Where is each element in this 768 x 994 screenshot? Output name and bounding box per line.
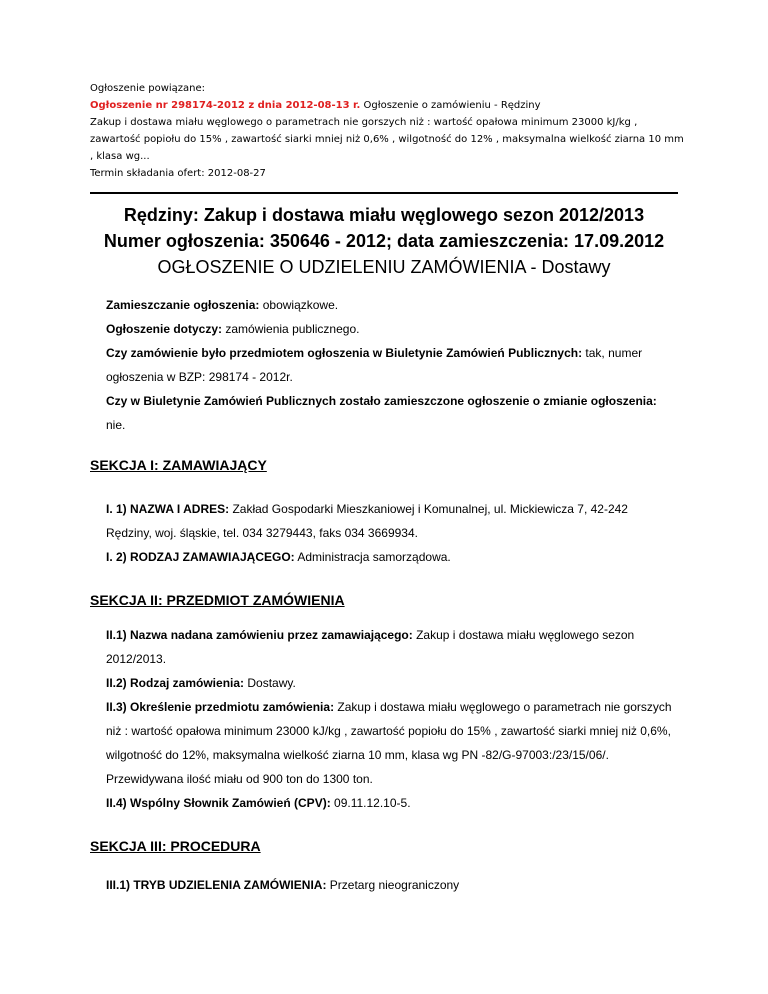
- related-deadline: Termin składania ofert: 2012-08-27: [90, 168, 266, 179]
- notice-type: OGŁOSZENIE O UDZIELENIU ZAMÓWIENIA - Dostawy: [157, 257, 611, 277]
- section1-block: [106, 497, 676, 569]
- intro-label: Ogłoszenie dotyczy:: [106, 322, 223, 336]
- intro-value: zamówienia publicznego.: [222, 322, 360, 336]
- section-item: [106, 671, 676, 695]
- item-value: Przetarg nieograniczony: [326, 878, 460, 892]
- item-label: II.3) Określenie przedmiotu zamówienia:: [106, 700, 335, 714]
- item-label: II.2) Rodzaj zamówienia:: [106, 676, 245, 690]
- section2-block: [106, 623, 676, 815]
- section-item: [106, 791, 676, 815]
- related-notice-suffix: Ogłoszenie o zamówieniu - Rędziny: [360, 100, 541, 111]
- intro-block: [106, 293, 676, 437]
- intro-label: Zamieszczanie ogłoszenia:: [106, 298, 260, 312]
- intro-value: tak, numer ogłoszenia w BZP: 298174 - 2012r.: [106, 346, 643, 384]
- divider: [90, 192, 678, 194]
- section-heading-1: SEKCJA I: ZAMAWIAJĄCY: [90, 457, 267, 473]
- related-notice-link[interactable]: Ogłoszenie nr 298174-2012 z dnia 2012-08-13 r.: [90, 100, 361, 111]
- intro-item: [106, 317, 676, 341]
- related-line: [90, 97, 690, 114]
- related-description: Zakup i dostawa miału węglowego o parametrach nie gorszych niż : wartość opałowa minimum 23000 kJ/kg , zawartość popiołu do 15% , zawartość siarki mniej niż 0,6% , wilgotność do 12% , maksymalna wielkość ziarna 10 mm , klasa wg...: [90, 117, 684, 162]
- item-label: III.1) TRYB UDZIELENIA ZAMÓWIENIA:: [106, 878, 327, 892]
- related-notice: [90, 80, 690, 182]
- intro-item: [106, 341, 676, 389]
- section-item: [106, 695, 676, 791]
- item-label: I. 1) NAZWA I ADRES:: [106, 502, 230, 516]
- intro-item: [106, 293, 676, 317]
- item-value: Zakup i dostawa miału węglowego sezon 2012/2013.: [106, 628, 635, 666]
- intro-item: [106, 389, 676, 437]
- item-value: Dostawy.: [244, 676, 296, 690]
- section-item: [106, 545, 676, 569]
- page-title: Rędziny: Zakup i dostawa miału węglowego sezon 2012/2013: [123, 205, 645, 225]
- intro-value: nie.: [106, 418, 126, 432]
- section-item: [106, 623, 676, 671]
- notice-number: Numer ogłoszenia: 350646 - 2012; data zamieszczenia: 17.09.2012: [103, 231, 665, 251]
- intro-value: obowiązkowe.: [259, 298, 339, 312]
- item-label: I. 2) RODZAJ ZAMAWIAJĄCEGO:: [106, 550, 295, 564]
- item-value: Zakup i dostawa miału węglowego o parametrach nie gorszych niż : wartość opałowa minimum 23000 kJ/kg , zawartość popiołu do 15% , zawartość siarki mniej niż 0,6%, wilgotność do 12%, maksymalna wielkość ziarna 10 mm, klasa wg PN -82/G-97003:/23/15/06/. Przewidywana ilość miału od 900 ton do 1300 ton.: [106, 700, 672, 786]
- item-value: Zakład Gospodarki Mieszkaniowej i Komunalnej, ul. Mickiewicza 7, 42-242 Rędziny, woj. śląskie, tel. 034 3279443, faks 034 3669934.: [106, 502, 628, 540]
- section-heading-3: SEKCJA III: PROCEDURA: [90, 838, 261, 854]
- section3-block: [106, 873, 676, 897]
- related-heading: Ogłoszenie powiązane:: [90, 83, 206, 94]
- item-value: Administracja samorządowa.: [294, 550, 451, 564]
- intro-label: Czy zamówienie było przedmiotem ogłoszenia w Biuletynie Zamówień Publicznych:: [106, 346, 583, 360]
- intro-label: Czy w Biuletynie Zamówień Publicznych zostało zamieszczone ogłoszenie o zmianie ogłoszenia:: [106, 394, 657, 408]
- notice-titles: [90, 202, 678, 280]
- section-item: [106, 873, 676, 897]
- item-value: 09.11.12.10-5.: [330, 796, 411, 810]
- item-label: II.1) Nazwa nadana zamówieniu przez zamawiającego:: [106, 628, 413, 642]
- section-heading-2: SEKCJA II: PRZEDMIOT ZAMÓWIENIA: [90, 592, 345, 608]
- item-label: II.4) Wspólny Słownik Zamówień (CPV):: [106, 796, 331, 810]
- section-item: [106, 497, 676, 545]
